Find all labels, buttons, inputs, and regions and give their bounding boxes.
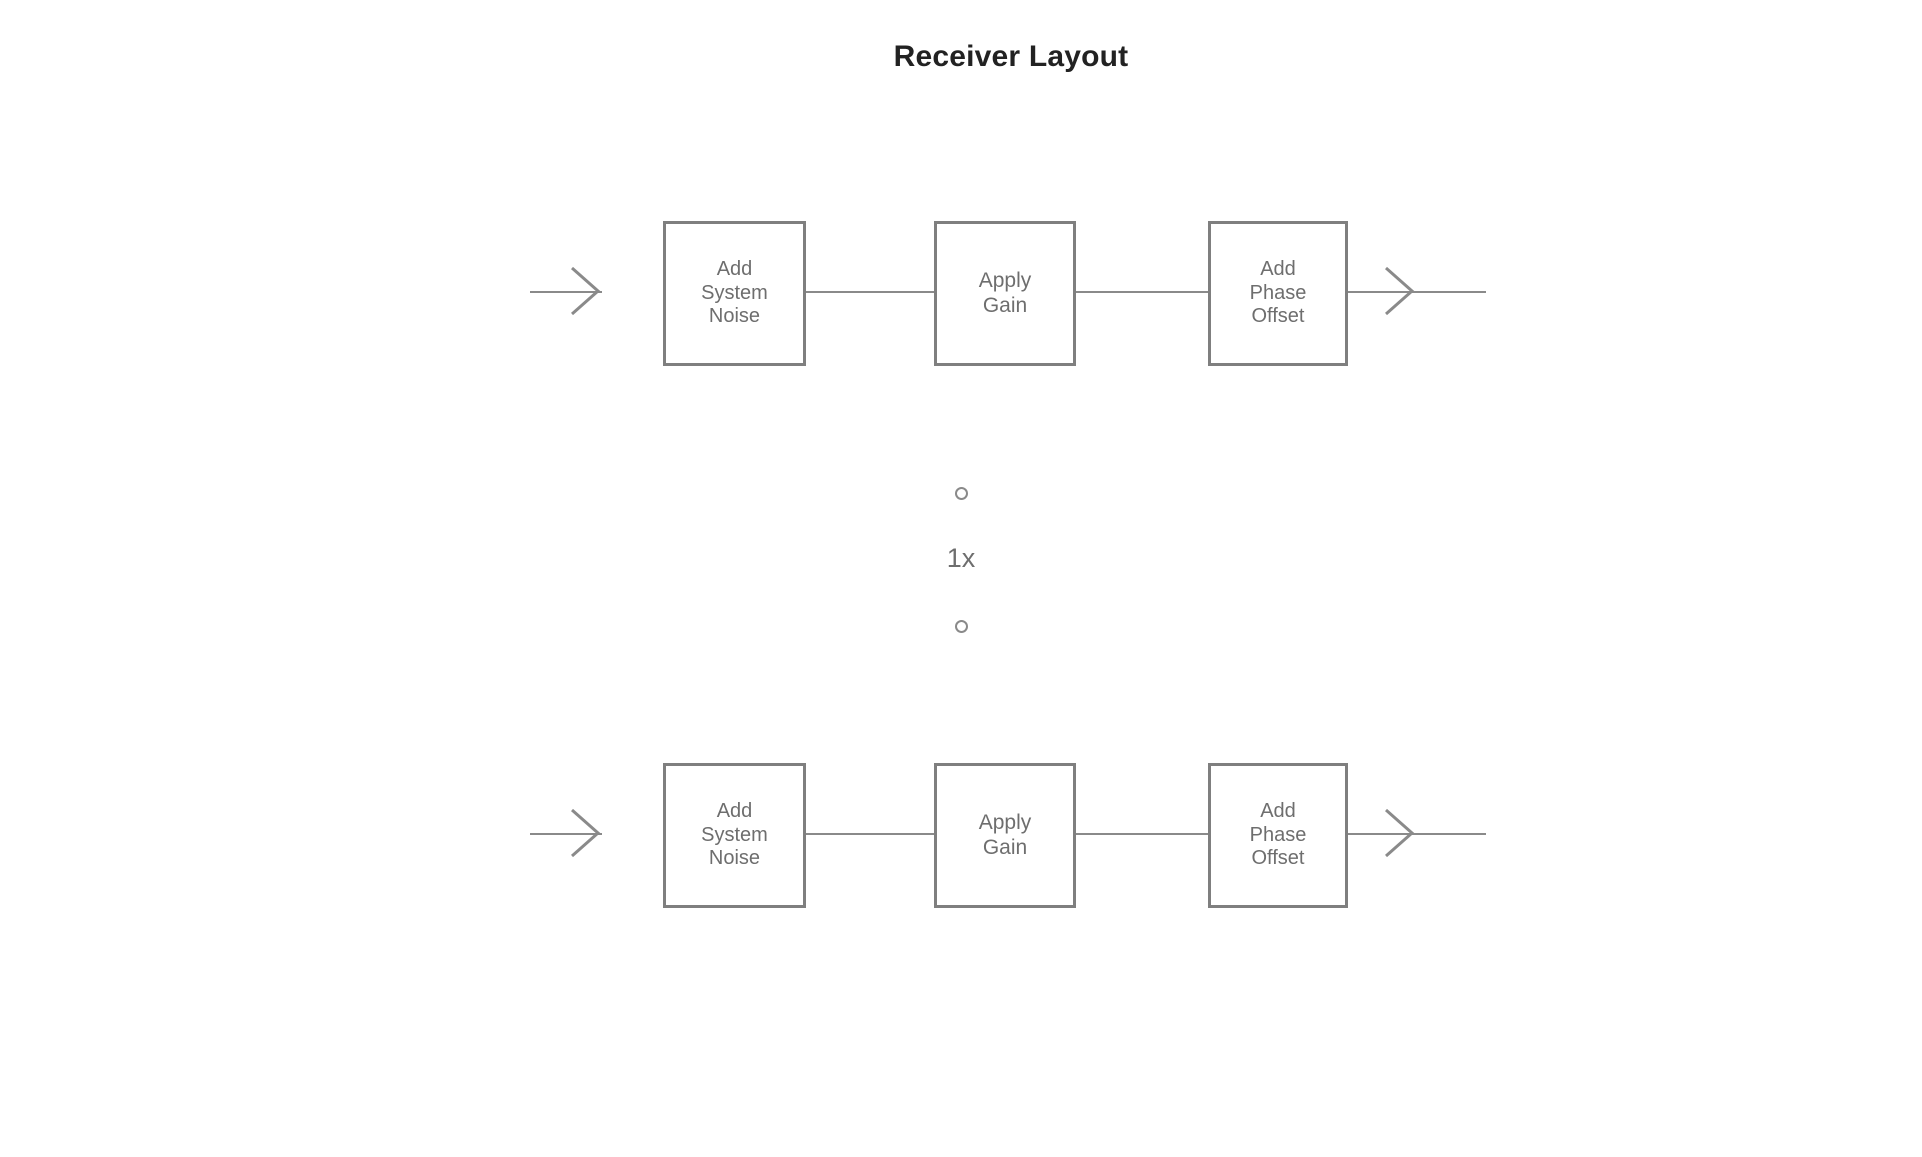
receiver-chain-top [0, 216, 1922, 366]
wire-gain-to-phase-top [1076, 291, 1208, 293]
node-add-system-noise[interactable] [663, 221, 806, 366]
node-label: Add System Noise [701, 800, 768, 870]
wire-noise-to-gain-bottom [806, 833, 934, 835]
receiver-chain-bottom [0, 758, 1922, 908]
circle-node-icon [955, 620, 968, 633]
node-apply-gain[interactable] [934, 763, 1076, 908]
repeat-marker-bottom-dot [0, 620, 1922, 633]
node-add-system-noise[interactable] [663, 763, 806, 908]
circle-node-icon [955, 487, 968, 500]
node-add-phase-offset[interactable] [1208, 763, 1348, 908]
node-add-phase-offset[interactable] [1208, 221, 1348, 366]
repeat-count-label: 1x [946, 543, 976, 573]
node-label: Apply Gain [978, 810, 1032, 859]
page-title: Receiver Layout [893, 40, 1129, 73]
repeat-marker-top-dot [0, 487, 1922, 500]
wire-noise-to-gain-top [806, 291, 934, 293]
repeat-count [0, 543, 1922, 574]
node-label: Add System Noise [701, 258, 768, 328]
node-label: Add Phase Offset [1249, 258, 1307, 328]
node-apply-gain[interactable] [934, 221, 1076, 366]
node-label: Apply Gain [978, 268, 1032, 317]
node-label: Add Phase Offset [1249, 800, 1307, 870]
wire-gain-to-phase-bottom [1076, 833, 1208, 835]
